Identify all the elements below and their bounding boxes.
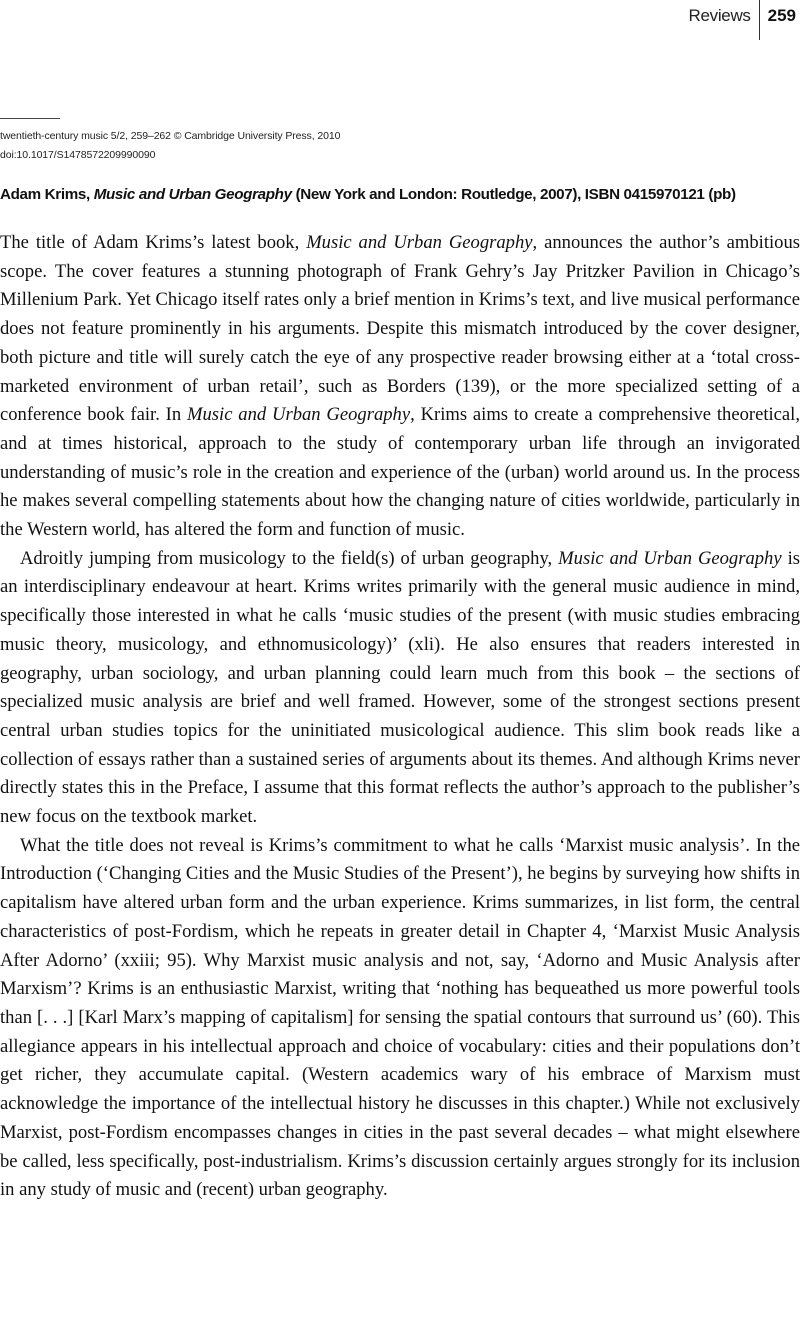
text-run-italic: Music and Urban Geography (306, 232, 533, 253)
text-run: The title of Adam Krims’s latest book, (0, 232, 307, 253)
review-author: Adam Krims, (0, 186, 94, 203)
running-head-section: Reviews (688, 6, 751, 25)
text-run: , announces the author’s ambitious scope. The cover features a stunning photograph of Frank Gehry’s Jay Pritzker Pavilion in Chicago’s Millenium Park. Yet Chicago itself rates only a brief mention in Krims’s text, and live musical performance does not feature prominently in his arguments. Despite this mismatch introduced by the cover designer, both picture and title will surely catch the eye of any prospective reader browsing either at a ‘total cross-marketed environment of urban retail’, such as Borders (139), or the more specialized setting of a conference book fair. In (0, 232, 800, 426)
doi-line: doi:10.1017/S1478572209990090 (0, 149, 156, 161)
review-book-title: Music and Urban Geography (93, 186, 292, 203)
review-body (0, 229, 800, 1205)
text-run-italic: Music and Urban Geography (187, 404, 411, 426)
page-number: 259 (767, 6, 796, 25)
review-publication-details: (New York and London: Routledge, 2007), ISBN 0415970121 (pb) (291, 186, 736, 203)
journal-citation: twentieth-century music 5/2, 259–262 © Cambridge University Press, 2010 (0, 130, 341, 142)
body-paragraph (0, 229, 800, 545)
review-heading (0, 186, 800, 203)
text-run: is an interdisciplinary endeavour at heart. Krims writes primarily with the general music audience in mind, specifically those interested in what he calls ‘music studies of the present (with music studies embracing music theory, musicology, and ethnomusicology)’ (xli). He also ensures that readers interested in geography, urban sociology, and urban planning could learn much from this book – the sections of specialized music analysis are brief and well framed. However, some of the strongest sections present central urban studies topics for the uninitiated musicological audience. This slim book reads like a collection of essays rather than a sustained series of arguments about its themes. And although Krims never directly states this in the Preface, I assume that this format reflects the author’s approach to the publisher’s new focus on the textbook market. (0, 547, 800, 828)
text-run-italic: Music and Urban Geography (558, 547, 782, 569)
article-metadata (0, 127, 340, 165)
text-run: What the title does not reveal is Krims’s commitment to what he calls ‘Marxist music analysis’. In the Introduction (‘Changing Cities and the Music Studies of the Present’), he begins by surveying how shifts in capitalism have altered urban form and the urban experience. Krims summarizes, in list form, the central characteristics of post-Fordism, which he repeats in greater detail in Chapter 4, ‘Marxist Music Analysis After Adorno’ (xxiii; 95). Why Marxist music analysis and not, say, ‘Adorno and Music Analysis after Marxism’? Krims is an enthusiastic Marxist, writing that ‘nothing has bequeathed us more powerful tools than [. . .] [Karl Marx’s mapping of capitalism] for sensing the spatial contours that surround us’ (60). This allegiance appears in his intellectual approach and choice of vocabulary: cities and their populations don’t get richer, they accumulate capital. (Western academics wary of his embrace of Marxism must acknowledge the importance of the intellectual history he discusses in this chapter.) While not exclusively Marxist, post-Fordism encompasses changes in cities in the past several decades – what might elsewhere be called, less specifically, post-industrialism. Krims’s discussion certainly argues strongly for its inclusion in any study of music and (recent) urban geography. (0, 834, 800, 1201)
metadata-rule (0, 118, 60, 119)
body-paragraph (0, 545, 800, 832)
text-run: , Krims aims to create a comprehensive theoretical, and at times historical, approach to the study of contemporary urban life through an invigorated understanding of music’s role in the creation and experience of the (urban) world around us. In the process he makes several compelling statements about how the changing nature of cities worldwide, particularly in the Western world, has altered the form and function of music. (0, 404, 800, 541)
text-run: Adroitly jumping from musicology to the field(s) of urban geography, (20, 547, 559, 569)
running-head (688, 0, 800, 40)
body-paragraph (0, 832, 800, 1205)
